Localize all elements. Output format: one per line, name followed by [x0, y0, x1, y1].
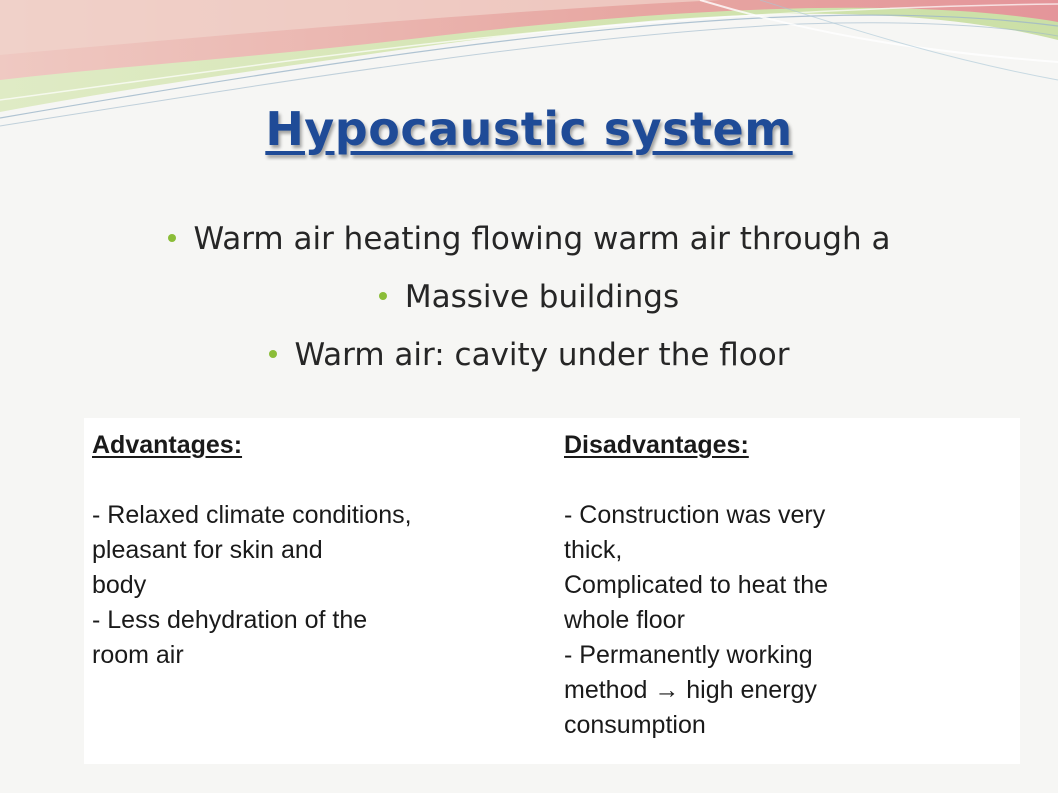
bullet-text: Warm air: cavity under the floor: [294, 337, 790, 373]
disadvantages-heading: Disadvantages:: [564, 431, 749, 459]
comparison-table: [84, 418, 1020, 764]
disadvantages-body: - Construction was very thick, Complicated to heat the whole floor - Permanently working method → high energy consumption: [564, 501, 829, 739]
slide-title: Hypocaustic system: [265, 102, 793, 156]
advantages-body: - Relaxed climate conditions, pleasant for skin and body - Less dehydration of the room air: [92, 501, 412, 669]
advantages-column: [92, 428, 554, 673]
bullet-dot-icon: [168, 234, 176, 242]
bullet-text: Massive buildings: [404, 279, 680, 315]
advantages-heading: Advantages:: [92, 431, 243, 459]
disadvantages-column: [564, 428, 1014, 743]
bullet-item: [0, 326, 1058, 384]
bullet-item: [0, 268, 1058, 326]
bullet-list: [0, 210, 1058, 384]
bullet-dot-icon: [269, 350, 277, 358]
bullet-text: Warm air heating flowing warm air through a: [193, 221, 891, 257]
bullet-dot-icon: [379, 292, 387, 300]
bullet-item: [0, 210, 1058, 268]
